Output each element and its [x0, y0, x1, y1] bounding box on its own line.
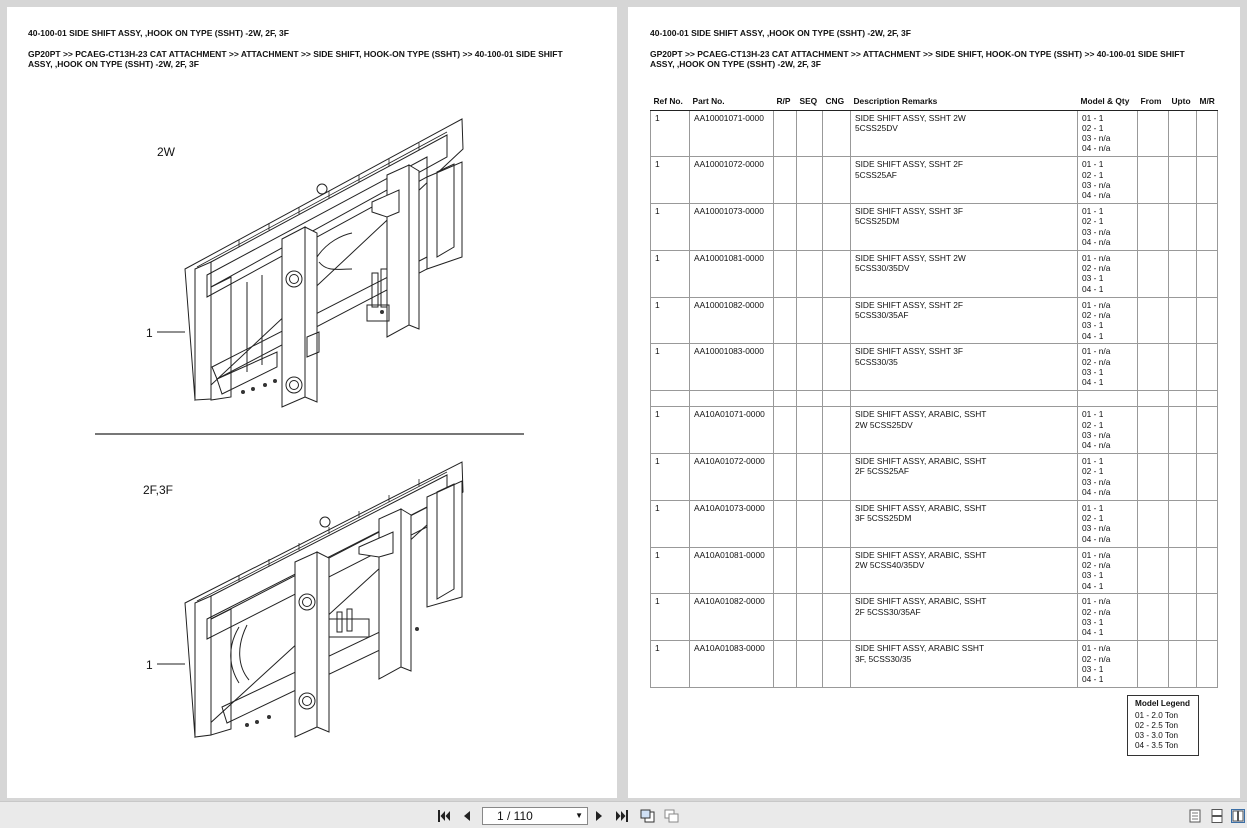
empty-cell: [1197, 391, 1218, 407]
ref-cell: [651, 297, 690, 344]
right-page: [628, 7, 1240, 798]
model-qty-cell-text: 04 - 1: [1082, 330, 1104, 341]
ref-cell: [651, 407, 690, 454]
description-cell: [851, 547, 1078, 594]
empty-cell: [797, 391, 823, 407]
ref-cell-text: 1: [655, 549, 660, 560]
model-qty-cell-text: 01 - n/a: [1082, 596, 1111, 607]
page-title: 40-100-01 SIDE SHIFT ASSY, ,HOOK ON TYPE (SSHT) -2W, 2F, 3F: [28, 28, 289, 38]
table-spacer-row: [651, 391, 1218, 407]
rp-cell: [774, 454, 797, 501]
part-no-cell-text: AA10001071-0000: [694, 112, 764, 123]
upto-cell: [1169, 250, 1197, 297]
table-row: [651, 641, 1218, 688]
model-qty-cell-text: 03 - 1: [1082, 367, 1104, 378]
part-no-cell-text: AA10A01083-0000: [694, 643, 765, 654]
model-qty-cell-text: 03 - 1: [1082, 663, 1104, 674]
description-cell-text: 3F 5CSS25DM: [855, 513, 912, 524]
part-no-cell: [690, 204, 774, 251]
model-qty-cell-text: 03 - 1: [1082, 617, 1104, 628]
model-qty-cell-text: 01 - 1: [1082, 159, 1104, 170]
mr-cell: [1197, 407, 1218, 454]
description-cell-text: SIDE SHIFT ASSY, SSHT 3F: [855, 346, 963, 357]
cng-cell: [823, 407, 851, 454]
model-qty-cell-text: 02 - n/a: [1082, 263, 1111, 274]
legend-item: 03 - 3.0 Ton: [1135, 731, 1179, 740]
model-qty-cell: [1078, 454, 1138, 501]
mr-cell: [1197, 110, 1218, 157]
model-qty-cell-text: 04 - n/a: [1082, 190, 1111, 201]
part-no-cell: [690, 547, 774, 594]
description-cell-text: 2W 5CSS40/35DV: [855, 559, 925, 570]
seq-cell: [797, 641, 823, 688]
part-no-cell-text: AA10001081-0000: [694, 252, 764, 263]
upto-cell: [1169, 594, 1197, 641]
upto-cell: [1169, 407, 1197, 454]
next-page-icon[interactable]: [592, 809, 606, 823]
part-no-cell-text: AA10A01073-0000: [694, 502, 765, 513]
model-qty-cell-text: 01 - n/a: [1082, 252, 1111, 263]
ref-cell-text: 1: [655, 596, 660, 607]
drawing-bottom-label: 2F,3F: [143, 483, 174, 497]
part-no-cell: [690, 157, 774, 204]
description-cell-text: 5CSS30/35AF: [855, 309, 909, 320]
from-cell: [1138, 594, 1169, 641]
col-from: From: [1138, 92, 1169, 110]
model-qty-cell-text: 01 - 1: [1082, 456, 1104, 467]
description-cell: [851, 454, 1078, 501]
from-cell: [1138, 344, 1169, 391]
col-model: Model & Qty: [1078, 92, 1138, 110]
parts-table-body: [651, 110, 1218, 688]
empty-cell: [851, 391, 1078, 407]
model-qty-cell-text: 02 - 1: [1082, 122, 1104, 133]
mr-cell: [1197, 547, 1218, 594]
description-cell: [851, 250, 1078, 297]
model-qty-cell: [1078, 110, 1138, 157]
ref-cell-text: 1: [655, 299, 660, 310]
last-page-icon[interactable]: [614, 809, 628, 823]
model-qty-cell: [1078, 157, 1138, 204]
part-no-cell-text: AA10001072-0000: [694, 159, 764, 170]
description-cell: [851, 297, 1078, 344]
model-qty-cell-text: 04 - n/a: [1082, 236, 1111, 247]
ref-cell: [651, 500, 690, 547]
table-row: [651, 500, 1218, 547]
part-no-cell: [690, 297, 774, 344]
description-cell-text: 5CSS25AF: [855, 169, 897, 180]
col-part: Part No.: [690, 92, 774, 110]
page-number-select[interactable]: [482, 807, 588, 825]
description-cell: [851, 594, 1078, 641]
left-page: [7, 7, 617, 798]
parts-table: [650, 92, 1218, 688]
description-cell: [851, 407, 1078, 454]
model-qty-cell: [1078, 250, 1138, 297]
model-qty-cell-text: 04 - 1: [1082, 674, 1104, 685]
model-qty-cell: [1078, 297, 1138, 344]
model-qty-cell-text: 02 - n/a: [1082, 653, 1111, 664]
model-qty-cell-text: 03 - n/a: [1082, 226, 1111, 237]
empty-cell: [823, 391, 851, 407]
first-page-icon[interactable]: [438, 809, 452, 823]
rp-cell: [774, 297, 797, 344]
model-qty-cell-text: 03 - n/a: [1082, 523, 1111, 534]
cng-cell: [823, 344, 851, 391]
description-cell-text: SIDE SHIFT ASSY, SSHT 2F: [855, 299, 963, 310]
cng-cell: [823, 250, 851, 297]
cng-cell: [823, 204, 851, 251]
ref-cell: [651, 344, 690, 391]
upto-cell: [1169, 641, 1197, 688]
description-cell-text: SIDE SHIFT ASSY, ARABIC, SSHT: [855, 596, 987, 607]
legend-item: 01 - 2.0 Ton: [1135, 711, 1179, 720]
model-qty-cell-text: 02 - n/a: [1082, 606, 1111, 617]
mr-cell: [1197, 641, 1218, 688]
from-cell: [1138, 157, 1169, 204]
ref-cell-text: 1: [655, 643, 660, 654]
rp-cell: [774, 594, 797, 641]
description-cell-text: 5CSS25DM: [855, 216, 900, 227]
cng-cell: [823, 110, 851, 157]
seq-cell: [797, 297, 823, 344]
cng-cell: [823, 297, 851, 344]
model-qty-cell-text: 04 - n/a: [1082, 486, 1111, 497]
description-cell-text: SIDE SHIFT ASSY, SSHT 2W: [855, 252, 966, 263]
legend-item: 02 - 2.5 Ton: [1135, 721, 1179, 730]
part-no-cell: [690, 594, 774, 641]
rp-cell: [774, 344, 797, 391]
from-cell: [1138, 500, 1169, 547]
col-upto: Upto: [1169, 92, 1197, 110]
ref-cell: [651, 594, 690, 641]
upto-cell: [1169, 344, 1197, 391]
model-qty-cell: [1078, 641, 1138, 688]
model-qty-cell-text: 03 - n/a: [1082, 133, 1111, 144]
upto-cell: [1169, 157, 1197, 204]
empty-cell: [774, 391, 797, 407]
empty-cell: [651, 391, 690, 407]
model-qty-cell: [1078, 594, 1138, 641]
table-row: [651, 204, 1218, 251]
model-qty-cell-text: 01 - n/a: [1082, 549, 1111, 560]
seq-cell: [797, 500, 823, 547]
ref-cell-text: 1: [655, 346, 660, 357]
model-qty-cell-text: 01 - 1: [1082, 502, 1104, 513]
description-cell-text: SIDE SHIFT ASSY, ARABIC, SSHT: [855, 502, 987, 513]
part-no-cell: [690, 500, 774, 547]
empty-cell: [1078, 391, 1138, 407]
model-qty-cell-text: 01 - n/a: [1082, 643, 1111, 654]
model-qty-cell-text: 03 - n/a: [1082, 476, 1111, 487]
description-cell: [851, 110, 1078, 157]
cng-cell: [823, 547, 851, 594]
model-qty-cell-text: 04 - 1: [1082, 283, 1104, 294]
part-no-cell-text: AA10A01071-0000: [694, 409, 765, 420]
from-cell: [1138, 641, 1169, 688]
mr-cell: [1197, 297, 1218, 344]
part-no-cell: [690, 407, 774, 454]
from-cell: [1138, 250, 1169, 297]
description-cell-text: SIDE SHIFT ASSY, ARABIC, SSHT: [855, 409, 987, 420]
from-cell: [1138, 110, 1169, 157]
part-no-cell: [690, 110, 774, 157]
description-cell-text: SIDE SHIFT ASSY, ARABIC SSHT: [855, 643, 985, 654]
description-cell: [851, 344, 1078, 391]
description-cell: [851, 641, 1078, 688]
description-cell: [851, 157, 1078, 204]
model-qty-cell-text: 02 - n/a: [1082, 356, 1111, 367]
upto-cell: [1169, 547, 1197, 594]
model-qty-cell-text: 01 - n/a: [1082, 299, 1111, 310]
breadcrumb-line-1: GP20PT >> PCAEG-CT13H-23 CAT ATTACHMENT >> ATTACHMENT >> SIDE SHIFT, HOOK-ON TYPE (SSHT) >> 40-100-01 SIDE SHIFT: [650, 49, 1185, 59]
table-row: [651, 454, 1218, 501]
description-cell-text: 5CSS25DV: [855, 122, 898, 133]
model-qty-cell-text: 03 - 1: [1082, 570, 1104, 581]
facing-view-icon[interactable]: [1231, 809, 1245, 823]
description-cell-text: 2W 5CSS25DV: [855, 419, 913, 430]
ref-cell: [651, 204, 690, 251]
col-desc: Description Remarks: [851, 92, 1078, 110]
model-qty-cell-text: 02 - 1: [1082, 216, 1104, 227]
model-qty-cell-text: 04 - n/a: [1082, 143, 1111, 154]
model-qty-cell-text: 01 - 1: [1082, 112, 1104, 123]
table-row: [651, 344, 1218, 391]
upto-cell: [1169, 204, 1197, 251]
mr-cell: [1197, 250, 1218, 297]
model-qty-cell: [1078, 204, 1138, 251]
from-cell: [1138, 297, 1169, 344]
model-qty-cell-text: 04 - n/a: [1082, 440, 1111, 451]
upto-cell: [1169, 110, 1197, 157]
breadcrumb-line-1: GP20PT >> PCAEG-CT13H-23 CAT ATTACHMENT >> ATTACHMENT >> SIDE SHIFT, HOOK-ON TYPE (SSHT) >> 40-100-01 SIDE SHIFT: [28, 49, 563, 59]
from-cell: [1138, 454, 1169, 501]
seq-cell: [797, 594, 823, 641]
drawing-bottom-callout: 1: [146, 658, 153, 672]
ref-cell: [651, 641, 690, 688]
description-cell-text: 3F, 5CSS30/35: [855, 653, 912, 664]
model-qty-cell-text: 04 - n/a: [1082, 533, 1111, 544]
model-qty-cell-text: 03 - n/a: [1082, 429, 1111, 440]
model-qty-cell: [1078, 407, 1138, 454]
ref-cell: [651, 110, 690, 157]
model-qty-cell-text: 01 - 1: [1082, 206, 1104, 217]
model-qty-cell-text: 01 - n/a: [1082, 346, 1111, 357]
model-qty-cell-text: 04 - 1: [1082, 580, 1104, 591]
table-row: [651, 110, 1218, 157]
model-qty-cell: [1078, 500, 1138, 547]
from-cell: [1138, 407, 1169, 454]
col-rp: R/P: [774, 92, 797, 110]
ref-cell-text: 1: [655, 409, 660, 420]
rp-cell: [774, 157, 797, 204]
ref-cell: [651, 157, 690, 204]
description-cell-text: 2F 5CSS25AF: [855, 466, 909, 477]
model-qty-cell-text: 01 - 1: [1082, 409, 1104, 420]
seq-cell: [797, 344, 823, 391]
mr-cell: [1197, 500, 1218, 547]
model-qty-cell: [1078, 344, 1138, 391]
part-no-cell-text: AA10A01082-0000: [694, 596, 765, 607]
part-no-cell-text: AA10A01081-0000: [694, 549, 765, 560]
ref-cell-text: 1: [655, 159, 660, 170]
description-cell-text: SIDE SHIFT ASSY, SSHT 2W: [855, 112, 966, 123]
col-ref: Ref No.: [651, 92, 690, 110]
empty-cell: [1169, 391, 1197, 407]
mr-cell: [1197, 344, 1218, 391]
ref-cell-text: 1: [655, 502, 660, 513]
mr-cell: [1197, 454, 1218, 501]
description-cell-text: SIDE SHIFT ASSY, SSHT 3F: [855, 206, 963, 217]
ref-cell: [651, 454, 690, 501]
part-no-cell-text: AA10001083-0000: [694, 346, 764, 357]
rp-cell: [774, 547, 797, 594]
page-title: 40-100-01 SIDE SHIFT ASSY, ,HOOK ON TYPE (SSHT) -2W, 2F, 3F: [650, 28, 911, 38]
from-cell: [1138, 204, 1169, 251]
exploded-diagram: [7, 7, 617, 798]
description-cell-text: SIDE SHIFT ASSY, ARABIC, SSHT: [855, 456, 987, 467]
model-legend: [1127, 695, 1199, 756]
model-qty-cell-text: 02 - n/a: [1082, 309, 1111, 320]
part-no-cell: [690, 641, 774, 688]
drawing-top-label: 2W: [157, 145, 175, 159]
description-cell: [851, 500, 1078, 547]
viewer-toolbar: [0, 801, 1247, 828]
part-no-cell: [690, 250, 774, 297]
model-qty-cell-text: 03 - 1: [1082, 320, 1104, 331]
seq-cell: [797, 110, 823, 157]
ref-cell-text: 1: [655, 206, 660, 217]
description-cell-text: 5CSS30/35DV: [855, 263, 910, 274]
upto-cell: [1169, 454, 1197, 501]
seq-cell: [797, 547, 823, 594]
table-header-row: [651, 92, 1218, 110]
part-no-cell: [690, 454, 774, 501]
part-no-cell-text: AA10001073-0000: [694, 206, 764, 217]
col-seq: SEQ: [797, 92, 823, 110]
prev-page-icon[interactable]: [460, 809, 474, 823]
rotate-icon[interactable]: [640, 809, 656, 823]
mr-cell: [1197, 157, 1218, 204]
ref-cell-text: 1: [655, 252, 660, 263]
rp-cell: [774, 500, 797, 547]
description-cell: [851, 204, 1078, 251]
cng-cell: [823, 641, 851, 688]
continuous-view-icon[interactable]: [1210, 809, 1224, 823]
table-row: [651, 297, 1218, 344]
model-qty-cell: [1078, 547, 1138, 594]
part-no-cell-text: AA10A01072-0000: [694, 456, 765, 467]
mr-cell: [1197, 204, 1218, 251]
model-qty-cell-text: 04 - 1: [1082, 377, 1104, 388]
description-cell-text: SIDE SHIFT ASSY, ARABIC, SSHT: [855, 549, 987, 560]
description-cell-text: SIDE SHIFT ASSY, SSHT 2F: [855, 159, 963, 170]
upto-cell: [1169, 500, 1197, 547]
seq-cell: [797, 250, 823, 297]
rp-cell: [774, 641, 797, 688]
model-qty-cell-text: 02 - 1: [1082, 466, 1104, 477]
seq-cell: [797, 454, 823, 501]
page-indicator: 1 / 110: [497, 809, 533, 823]
breadcrumb-line-2: ASSY, ,HOOK ON TYPE (SSHT) -2W, 2F, 3F: [650, 59, 821, 69]
table-row: [651, 547, 1218, 594]
seq-cell: [797, 407, 823, 454]
from-cell: [1138, 547, 1169, 594]
part-no-cell: [690, 344, 774, 391]
chevron-down-icon: ▼: [575, 811, 583, 820]
empty-cell: [690, 391, 774, 407]
ref-cell-text: 1: [655, 456, 660, 467]
col-cng: CNG: [823, 92, 851, 110]
table-row: [651, 594, 1218, 641]
empty-cell: [1138, 391, 1169, 407]
table-row: [651, 407, 1218, 454]
model-qty-cell-text: 02 - n/a: [1082, 559, 1111, 570]
ref-cell: [651, 250, 690, 297]
mr-cell: [1197, 594, 1218, 641]
model-qty-cell-text: 03 - n/a: [1082, 179, 1111, 190]
seq-cell: [797, 204, 823, 251]
description-cell-text: 5CSS30/35: [855, 356, 898, 367]
ref-cell: [651, 547, 690, 594]
single-page-view-icon[interactable]: [1188, 809, 1202, 823]
two-page-icon[interactable]: [664, 809, 680, 823]
seq-cell: [797, 157, 823, 204]
drawing-top-callout: 1: [146, 326, 153, 340]
rp-cell: [774, 110, 797, 157]
cng-cell: [823, 157, 851, 204]
drawing-divider: [95, 433, 524, 435]
cng-cell: [823, 454, 851, 501]
model-qty-cell-text: 03 - 1: [1082, 273, 1104, 284]
upto-cell: [1169, 297, 1197, 344]
model-qty-cell-text: 02 - 1: [1082, 419, 1104, 430]
cng-cell: [823, 500, 851, 547]
rp-cell: [774, 407, 797, 454]
description-cell-text: 2F 5CSS30/35AF: [855, 606, 921, 617]
table-row: [651, 157, 1218, 204]
rp-cell: [774, 204, 797, 251]
rp-cell: [774, 250, 797, 297]
model-qty-cell-text: 02 - 1: [1082, 169, 1104, 180]
model-qty-cell-text: 04 - 1: [1082, 627, 1104, 638]
cng-cell: [823, 594, 851, 641]
part-no-cell-text: AA10001082-0000: [694, 299, 764, 310]
legend-title: Model Legend: [1135, 699, 1191, 708]
col-mr: M/R: [1197, 92, 1218, 110]
table-row: [651, 250, 1218, 297]
breadcrumb-line-2: ASSY, ,HOOK ON TYPE (SSHT) -2W, 2F, 3F: [28, 59, 199, 69]
legend-item: 04 - 3.5 Ton: [1135, 741, 1179, 750]
ref-cell-text: 1: [655, 112, 660, 123]
model-qty-cell-text: 02 - 1: [1082, 513, 1104, 524]
